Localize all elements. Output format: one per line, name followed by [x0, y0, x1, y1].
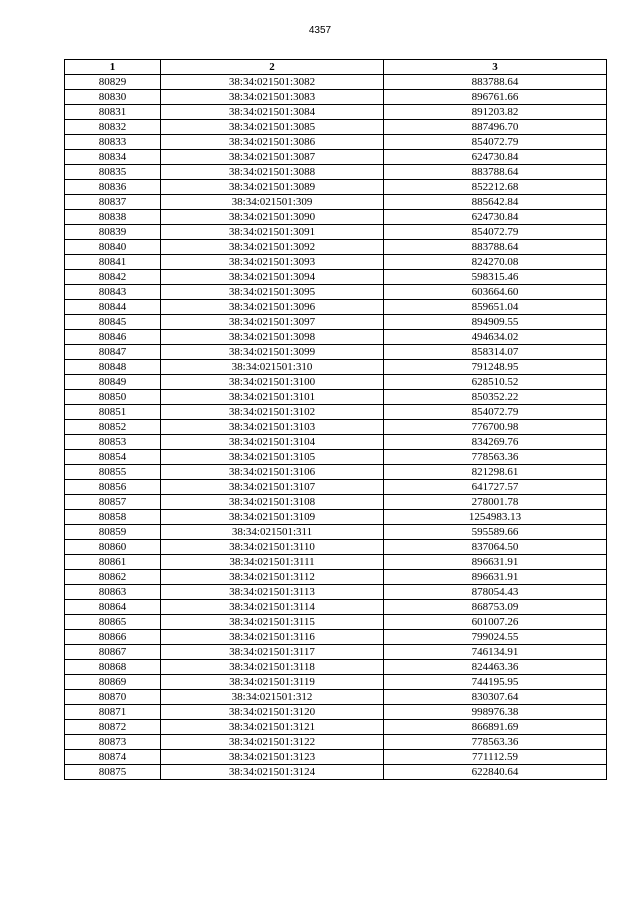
table-row	[65, 300, 607, 315]
table-row	[65, 495, 607, 510]
value-cell: 595589.66	[384, 525, 607, 540]
table-row	[65, 285, 607, 300]
table-row	[65, 615, 607, 630]
cadastral-number-cell: 38:34:021501:3113	[161, 585, 384, 600]
row-number-cell: 80865	[65, 615, 161, 630]
value-cell: 830307.64	[384, 690, 607, 705]
table-row	[65, 105, 607, 120]
value-cell: 771112.59	[384, 750, 607, 765]
cadastral-number-cell: 38:34:021501:3098	[161, 330, 384, 345]
value-cell: 776700.98	[384, 420, 607, 435]
cadastral-number-cell: 38:34:021501:3104	[161, 435, 384, 450]
row-number-cell: 80846	[65, 330, 161, 345]
row-number-cell: 80834	[65, 150, 161, 165]
cadastral-number-cell: 38:34:021501:3085	[161, 120, 384, 135]
value-cell: 1254983.13	[384, 510, 607, 525]
row-number-cell: 80864	[65, 600, 161, 615]
table-row	[65, 390, 607, 405]
cadastral-number-cell: 38:34:021501:3123	[161, 750, 384, 765]
value-cell: 883788.64	[384, 165, 607, 180]
value-cell: 603664.60	[384, 285, 607, 300]
value-cell: 598315.46	[384, 270, 607, 285]
cadastral-number-cell: 38:34:021501:311	[161, 525, 384, 540]
cadastral-number-cell: 38:34:021501:3093	[161, 255, 384, 270]
cadastral-number-cell: 38:34:021501:3087	[161, 150, 384, 165]
table-row	[65, 75, 607, 90]
row-number-cell: 80859	[65, 525, 161, 540]
table-row	[65, 180, 607, 195]
table-row	[65, 450, 607, 465]
value-cell: 778563.36	[384, 450, 607, 465]
table-row	[65, 720, 607, 735]
cadastral-number-cell: 38:34:021501:3122	[161, 735, 384, 750]
value-cell: 891203.82	[384, 105, 607, 120]
row-number-cell: 80849	[65, 375, 161, 390]
value-cell: 850352.22	[384, 390, 607, 405]
cadastral-number-cell: 38:34:021501:3102	[161, 405, 384, 420]
cadastral-number-cell: 38:34:021501:3105	[161, 450, 384, 465]
page-number: 4357	[308, 25, 332, 36]
cadastral-number-cell: 38:34:021501:312	[161, 690, 384, 705]
row-number-cell: 80868	[65, 660, 161, 675]
row-number-cell: 80872	[65, 720, 161, 735]
cadastral-number-cell: 38:34:021501:3109	[161, 510, 384, 525]
row-number-cell: 80867	[65, 645, 161, 660]
row-number-cell: 80829	[65, 75, 161, 90]
row-number-cell: 80875	[65, 765, 161, 780]
cadastral-number-cell: 38:34:021501:3091	[161, 225, 384, 240]
value-cell: 894909.55	[384, 315, 607, 330]
table-row	[65, 345, 607, 360]
row-number-cell: 80839	[65, 225, 161, 240]
row-number-cell: 80842	[65, 270, 161, 285]
cadastral-number-cell: 38:34:021501:3117	[161, 645, 384, 660]
cadastral-number-cell: 38:34:021501:3108	[161, 495, 384, 510]
row-number-cell: 80836	[65, 180, 161, 195]
cadastral-number-cell: 38:34:021501:3084	[161, 105, 384, 120]
value-cell: 866891.69	[384, 720, 607, 735]
table-row	[65, 600, 607, 615]
value-cell: 896631.91	[384, 570, 607, 585]
table-row	[65, 135, 607, 150]
value-cell: 837064.50	[384, 540, 607, 555]
cadastral-number-cell: 38:34:021501:3090	[161, 210, 384, 225]
table-row	[65, 525, 607, 540]
table-row	[65, 150, 607, 165]
row-number-cell: 80863	[65, 585, 161, 600]
table-row	[65, 330, 607, 345]
value-cell: 859651.04	[384, 300, 607, 315]
data-table	[64, 59, 607, 780]
table-row	[65, 165, 607, 180]
row-number-cell: 80841	[65, 255, 161, 270]
table-row	[65, 255, 607, 270]
value-cell: 896631.91	[384, 555, 607, 570]
row-number-cell: 80851	[65, 405, 161, 420]
table-row	[65, 315, 607, 330]
value-cell: 628510.52	[384, 375, 607, 390]
cadastral-number-cell: 38:34:021501:310	[161, 360, 384, 375]
row-number-cell: 80871	[65, 705, 161, 720]
table-row	[65, 585, 607, 600]
cadastral-number-cell: 38:34:021501:3106	[161, 465, 384, 480]
table-row	[65, 630, 607, 645]
cadastral-number-cell: 38:34:021501:3119	[161, 675, 384, 690]
row-number-cell: 80866	[65, 630, 161, 645]
table-row	[65, 510, 607, 525]
value-cell: 746134.91	[384, 645, 607, 660]
value-cell: 998976.38	[384, 705, 607, 720]
value-cell: 278001.78	[384, 495, 607, 510]
value-cell: 821298.61	[384, 465, 607, 480]
value-cell: 883788.64	[384, 75, 607, 90]
row-number-cell: 80874	[65, 750, 161, 765]
table-row	[65, 675, 607, 690]
table-row	[65, 270, 607, 285]
row-number-cell: 80833	[65, 135, 161, 150]
value-cell: 885642.84	[384, 195, 607, 210]
cadastral-number-cell: 38:34:021501:3100	[161, 375, 384, 390]
row-number-cell: 80855	[65, 465, 161, 480]
value-cell: 624730.84	[384, 210, 607, 225]
value-cell: 868753.09	[384, 600, 607, 615]
cadastral-number-cell: 38:34:021501:3095	[161, 285, 384, 300]
column-header-3: 3	[384, 60, 607, 75]
value-cell: 624730.84	[384, 150, 607, 165]
row-number-cell: 80860	[65, 540, 161, 555]
row-number-cell: 80847	[65, 345, 161, 360]
cadastral-number-cell: 38:34:021501:3088	[161, 165, 384, 180]
row-number-cell: 80832	[65, 120, 161, 135]
table-row	[65, 405, 607, 420]
table-row	[65, 435, 607, 450]
table-row	[65, 750, 607, 765]
row-number-cell: 80845	[65, 315, 161, 330]
row-number-cell: 80861	[65, 555, 161, 570]
header-row	[65, 60, 607, 75]
row-number-cell: 80835	[65, 165, 161, 180]
value-cell: 854072.79	[384, 225, 607, 240]
table-row	[65, 120, 607, 135]
value-cell: 883788.64	[384, 240, 607, 255]
table-row	[65, 555, 607, 570]
row-number-cell: 80862	[65, 570, 161, 585]
value-cell: 858314.07	[384, 345, 607, 360]
value-cell: 887496.70	[384, 120, 607, 135]
table-row	[65, 540, 607, 555]
cadastral-number-cell: 38:34:021501:3103	[161, 420, 384, 435]
table-body	[65, 75, 607, 780]
cadastral-number-cell: 38:34:021501:3111	[161, 555, 384, 570]
row-number-cell: 80857	[65, 495, 161, 510]
value-cell: 494634.02	[384, 330, 607, 345]
row-number-cell: 80854	[65, 450, 161, 465]
row-number-cell: 80848	[65, 360, 161, 375]
table-row	[65, 360, 607, 375]
cadastral-number-cell: 38:34:021501:3118	[161, 660, 384, 675]
table-row	[65, 690, 607, 705]
table-row	[65, 705, 607, 720]
cadastral-number-cell: 38:34:021501:3121	[161, 720, 384, 735]
cadastral-number-cell: 38:34:021501:3092	[161, 240, 384, 255]
table-row	[65, 645, 607, 660]
table-row	[65, 420, 607, 435]
table-row	[65, 735, 607, 750]
value-cell: 799024.55	[384, 630, 607, 645]
table-row	[65, 195, 607, 210]
cadastral-number-cell: 38:34:021501:3086	[161, 135, 384, 150]
value-cell: 744195.95	[384, 675, 607, 690]
value-cell: 834269.76	[384, 435, 607, 450]
value-cell: 824463.36	[384, 660, 607, 675]
table-header	[65, 60, 607, 75]
table-row	[65, 90, 607, 105]
column-header-2: 2	[161, 60, 384, 75]
column-header-1: 1	[65, 60, 161, 75]
cadastral-number-cell: 38:34:021501:3124	[161, 765, 384, 780]
table-row	[65, 480, 607, 495]
cadastral-number-cell: 38:34:021501:3096	[161, 300, 384, 315]
value-cell: 854072.79	[384, 135, 607, 150]
table-row	[65, 210, 607, 225]
cadastral-number-cell: 38:34:021501:3089	[161, 180, 384, 195]
cadastral-number-cell: 38:34:021501:3116	[161, 630, 384, 645]
value-cell: 824270.08	[384, 255, 607, 270]
row-number-cell: 80837	[65, 195, 161, 210]
cadastral-number-cell: 38:34:021501:3094	[161, 270, 384, 285]
cadastral-number-cell: 38:34:021501:309	[161, 195, 384, 210]
row-number-cell: 80850	[65, 390, 161, 405]
table-row	[65, 765, 607, 780]
table-row	[65, 375, 607, 390]
value-cell: 641727.57	[384, 480, 607, 495]
cadastral-number-cell: 38:34:021501:3101	[161, 390, 384, 405]
row-number-cell: 80869	[65, 675, 161, 690]
row-number-cell: 80830	[65, 90, 161, 105]
row-number-cell: 80853	[65, 435, 161, 450]
table-row	[65, 465, 607, 480]
value-cell: 896761.66	[384, 90, 607, 105]
cadastral-number-cell: 38:34:021501:3097	[161, 315, 384, 330]
value-cell: 854072.79	[384, 405, 607, 420]
value-cell: 622840.64	[384, 765, 607, 780]
cadastral-number-cell: 38:34:021501:3114	[161, 600, 384, 615]
value-cell: 601007.26	[384, 615, 607, 630]
cadastral-number-cell: 38:34:021501:3107	[161, 480, 384, 495]
value-cell: 878054.43	[384, 585, 607, 600]
table-row	[65, 570, 607, 585]
row-number-cell: 80831	[65, 105, 161, 120]
row-number-cell: 80873	[65, 735, 161, 750]
value-cell: 778563.36	[384, 735, 607, 750]
table-row	[65, 225, 607, 240]
cadastral-number-cell: 38:34:021501:3112	[161, 570, 384, 585]
value-cell: 852212.68	[384, 180, 607, 195]
row-number-cell: 80870	[65, 690, 161, 705]
row-number-cell: 80840	[65, 240, 161, 255]
row-number-cell: 80852	[65, 420, 161, 435]
cadastral-number-cell: 38:34:021501:3120	[161, 705, 384, 720]
row-number-cell: 80844	[65, 300, 161, 315]
value-cell: 791248.95	[384, 360, 607, 375]
cadastral-number-cell: 38:34:021501:3082	[161, 75, 384, 90]
row-number-cell: 80843	[65, 285, 161, 300]
table-row	[65, 660, 607, 675]
cadastral-number-cell: 38:34:021501:3099	[161, 345, 384, 360]
table-row	[65, 240, 607, 255]
cadastral-number-cell: 38:34:021501:3110	[161, 540, 384, 555]
cadastral-number-cell: 38:34:021501:3083	[161, 90, 384, 105]
row-number-cell: 80858	[65, 510, 161, 525]
row-number-cell: 80856	[65, 480, 161, 495]
row-number-cell: 80838	[65, 210, 161, 225]
cadastral-number-cell: 38:34:021501:3115	[161, 615, 384, 630]
